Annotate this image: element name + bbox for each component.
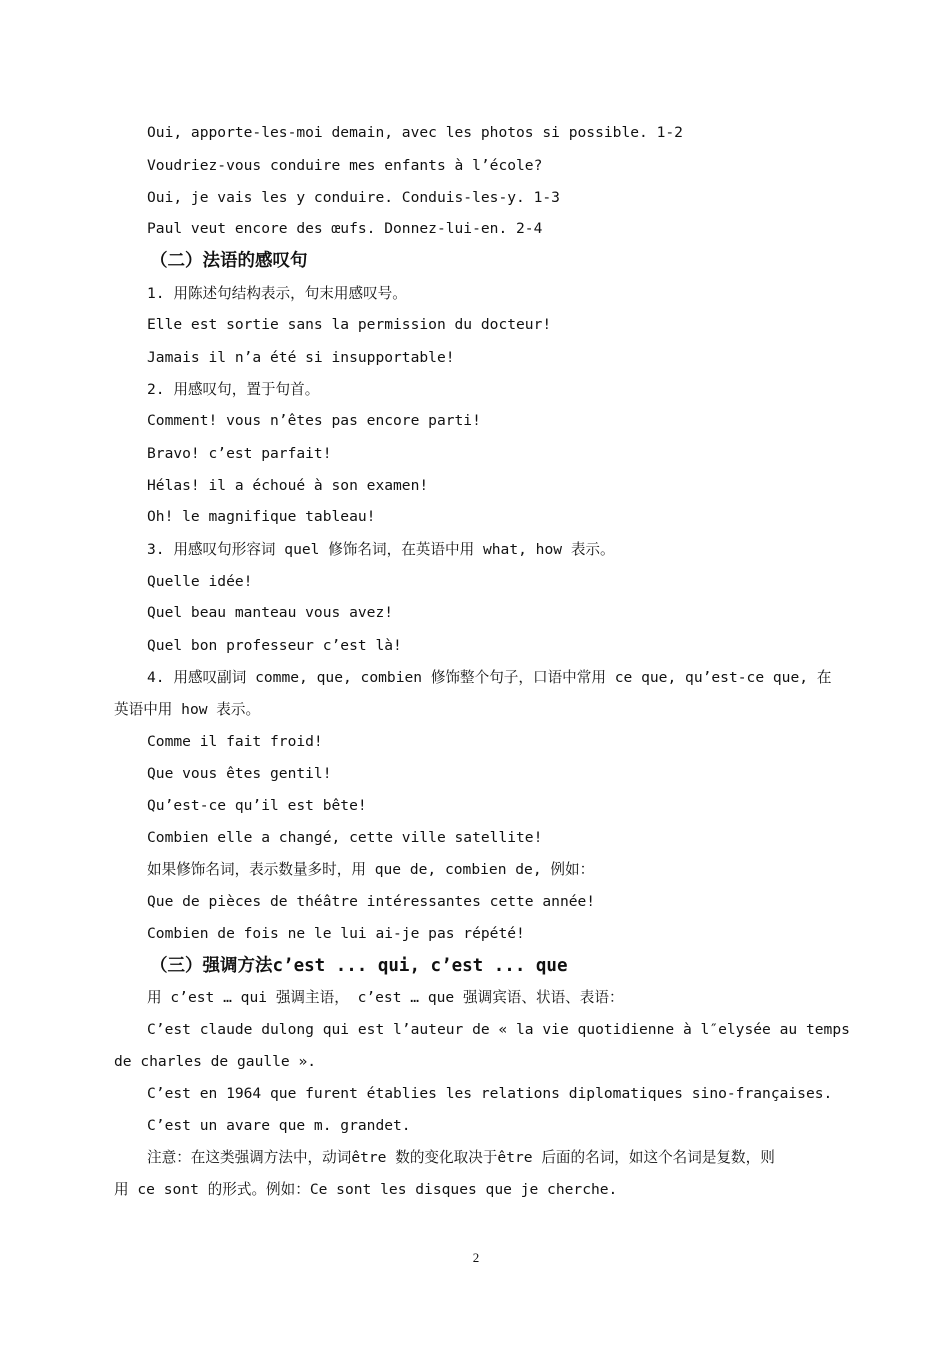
text-line: 2. 用感叹句，置于句首。 — [147, 381, 320, 398]
text-line: Quelle idée! — [147, 573, 253, 590]
section-heading-exclamation: （二）法语的感叹句 — [150, 251, 308, 271]
heading-suffix: c’est ... qui, c’est ... que — [272, 956, 568, 976]
text-line: Comme il fait froid! — [147, 733, 323, 750]
text-line: 用 ce sont 的形式。例如：Ce sont les disques que je cherche. — [114, 1181, 618, 1198]
text-line: 注意：在这类强调方法中，动词être 数的变化取决于être 后面的名词，如这个名词是复数，则 — [147, 1149, 775, 1166]
text-line: C’est en 1964 que furent établies les relations diplomatiques sino-françaises. — [147, 1085, 833, 1102]
text-line: Elle est sortie sans la permission du docteur! — [147, 316, 552, 333]
text-line: Qu’est-ce qu’il est bête! — [147, 797, 367, 814]
page-number: 2 — [472, 1250, 480, 1265]
text-line: Quel beau manteau vous avez! — [147, 604, 394, 621]
text-line: 用 c’est … qui 强调主语， c’est … que 强调宾语、状语、表语： — [147, 989, 624, 1006]
text-line: C’est un avare que m. grandet. — [147, 1117, 411, 1134]
text-line: Quel bon professeur c’est là! — [147, 637, 402, 654]
text-line: Jamais il n’a été si insupportable! — [147, 349, 455, 366]
text-line: Combien elle a changé, cette ville satellite! — [147, 829, 543, 846]
text-line: Comment! vous n’êtes pas encore parti! — [147, 412, 481, 429]
text-line: Que de pièces de théâtre intéressantes cette année! — [147, 893, 596, 910]
text-line: Oui, apporte-les-moi demain, avec les photos si possible. 1-2 — [147, 124, 683, 141]
text-line: 1. 用陈述句结构表示，句末用感叹号。 — [147, 285, 407, 302]
section-heading-emphasis — [150, 955, 568, 977]
text-line: 如果修饰名词，表示数量多时，用 que de, combien de, 例如： — [147, 861, 595, 878]
text-line: 4. 用感叹副词 comme, que, combien 修饰整个句子，口语中常用 ce que, qu’est-ce que, 在 — [147, 669, 832, 686]
text-line: Combien de fois ne le lui ai-je pas répété! — [147, 925, 525, 942]
text-line: Bravo! c’est parfait! — [147, 445, 332, 462]
text-line: 3. 用感叹句形容词 quel 修饰名词，在英语中用 what, how 表示。 — [147, 541, 615, 558]
heading-prefix: （三）强调方法 — [150, 956, 273, 976]
text-line: Voudriez-vous conduire mes enfants à l’école? — [147, 157, 543, 174]
text-line: de charles de gaulle ». — [114, 1053, 317, 1070]
text-line: Que vous êtes gentil! — [147, 765, 332, 782]
text-line: 英语中用 how 表示。 — [114, 701, 261, 718]
text-line: Oui, je vais les y conduire. Conduis-les-y. 1-3 — [147, 189, 560, 206]
text-line: Hélas! il a échoué à son examen! — [147, 477, 429, 494]
text-line: C’est claude dulong qui est l’auteur de « la vie quotidienne à l″elysée au temps — [147, 1021, 850, 1038]
text-line: Paul veut encore des œufs. Donnez-lui-en. 2-4 — [147, 220, 543, 237]
text-line: Oh! le magnifique tableau! — [147, 508, 376, 525]
